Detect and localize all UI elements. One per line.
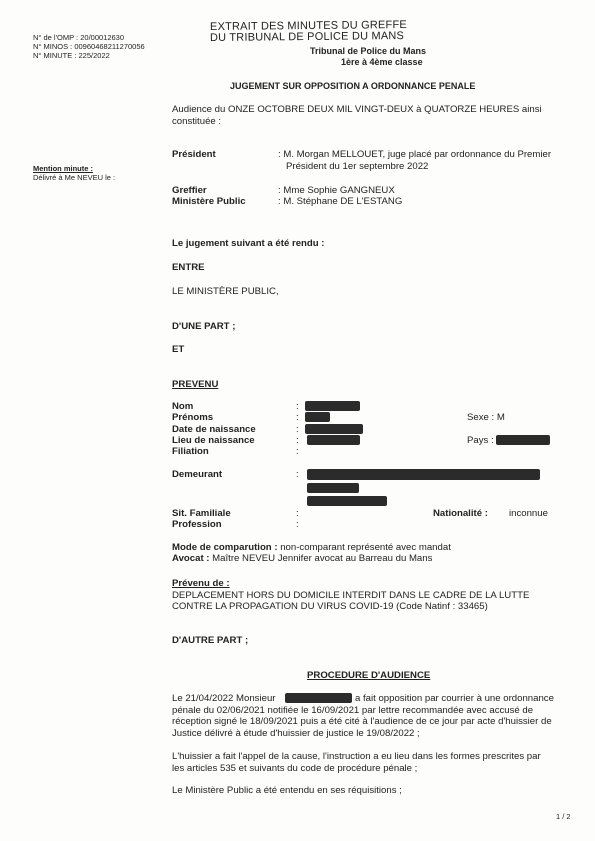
- pays-label: Pays :: [467, 435, 494, 446]
- entre-label: ENTRE: [172, 262, 205, 273]
- document-title: JUGEMENT SUR OPPOSITION A ORDONNANCE PENALE: [230, 81, 476, 91]
- colon: :: [296, 446, 299, 457]
- filiation-label: Filiation: [172, 446, 209, 457]
- procedure-p1-rest: a fait opposition par courrier à une ordonnance: [355, 693, 554, 704]
- lieu-naissance-label: Lieu de naissance: [172, 435, 255, 446]
- redacted-pays: [496, 435, 550, 445]
- president-value: : M. Morgan MELLOUET, juge placé par ordonnance du Premier: [278, 149, 552, 160]
- procedure-title: PROCEDURE D'AUDIENCE: [307, 670, 431, 681]
- prevenu-de-label: Prévenu de :: [172, 578, 230, 589]
- nationalite-value: inconnue: [509, 508, 548, 519]
- redacted-lieu-naissance: [307, 435, 360, 445]
- mode-comparution-label: Mode de comparution :: [172, 542, 278, 553]
- procedure-p1-line3: réception signé le 18/09/2021 puis a été cité à l'audience de ce jour par acte d'huissier de: [172, 716, 552, 727]
- minos-number: N° MINOS : 00960468211270056: [33, 42, 145, 51]
- prevenu-title: PREVENU: [172, 379, 219, 390]
- procedure-p1-line4: Justice délivré à étude d'huissier de justice le 19/08/2022 ;: [172, 728, 420, 739]
- court-class: 1ère à 4ème classe: [341, 57, 423, 67]
- ministere-public-party: LE MINISTÈRE PUBLIC,: [172, 286, 279, 297]
- ministere-label: Ministère Public: [172, 196, 246, 207]
- mode-comparution: [172, 542, 451, 553]
- procedure-p1-line2: pénale du 02/06/2021 notifiée le 16/09/2021 par lettre recommandée avec accusé de: [172, 705, 534, 716]
- court-name: Tribunal de Police du Mans: [310, 46, 427, 56]
- et-label: ET: [172, 344, 185, 355]
- redacted-adresse-1: [307, 469, 540, 480]
- sexe-field: Sexe : M: [467, 412, 505, 423]
- president-label: Président: [172, 149, 216, 160]
- colon: :: [296, 469, 299, 480]
- avocat-label: Avocat :: [172, 553, 210, 564]
- redacted-prenoms: [305, 412, 330, 422]
- colon: :: [296, 435, 299, 446]
- omp-number: N° de l'OMP : 20/00012630: [33, 33, 125, 42]
- redacted-adresse-2: [307, 483, 359, 493]
- minute-number: N° MINUTE : 225/2022: [33, 51, 110, 60]
- page-number: 1 / 2: [556, 812, 571, 821]
- date-naissance-label: Date de naissance: [172, 424, 256, 435]
- procedure-p3: Le Ministère Public a été entendu en ses réquisitions ;: [172, 785, 402, 796]
- president-value-2: Président du 1er septembre 2022: [286, 161, 429, 172]
- prenoms-label: Prénoms: [172, 412, 214, 423]
- une-part: D'UNE PART ;: [172, 321, 236, 332]
- prevention-line1: DEPLACEMENT HORS DU DOMICILE INTERDIT DANS LE CADRE DE LA LUTTE: [172, 590, 530, 601]
- redacted-date-naissance: [305, 424, 363, 434]
- colon: :: [296, 424, 299, 435]
- audience-line2: constituée :: [172, 116, 222, 127]
- colon: :: [296, 401, 299, 412]
- colon: :: [296, 508, 299, 519]
- mention-text: Délivré à Me NEVEU le :: [33, 173, 116, 182]
- ministere-value: : M. Stéphane DE L'ESTANG: [278, 196, 403, 207]
- demeurant-label: Demeurant: [172, 469, 223, 480]
- redacted-adresse-3: [307, 496, 387, 506]
- avocat: [172, 553, 432, 564]
- header-tribunal: DU TRIBUNAL DE POLICE DU MANS: [209, 29, 405, 45]
- procedure-p2-line2: les articles 535 et suivants du code de procédure pénale ;: [172, 763, 418, 774]
- mode-comparution-value: non-comparant représenté avec mandat: [280, 542, 451, 553]
- sit-familiale-label: Sit. Familiale: [172, 508, 231, 519]
- header-extrait: EXTRAIT DES MINUTES DU GREFFE: [209, 18, 407, 34]
- colon: :: [296, 412, 299, 423]
- procedure-p1-start: Le 21/04/2022 Monsieur: [172, 693, 276, 704]
- mention-label: Mention minute :: [33, 164, 93, 173]
- colon: :: [296, 519, 299, 530]
- redacted-monsieur: [285, 693, 352, 703]
- procedure-p2-line1: L'huissier a fait l'appel de la cause, l'instruction a eu lieu dans les formes prescrites par: [172, 751, 541, 762]
- autre-part: D'AUTRE PART ;: [172, 635, 249, 646]
- avocat-value: Maître NEVEU Jennifer avocat au Barreau du Mans: [212, 553, 433, 564]
- jugement-rendu: Le jugement suivant a été rendu :: [172, 238, 325, 249]
- nationalite-label: Nationalité :: [433, 508, 488, 519]
- nom-label: Nom: [172, 401, 194, 412]
- redacted-nom: [305, 401, 360, 411]
- greffier-value: : Mme Sophie GANGNEUX: [278, 185, 395, 196]
- profession-label: Profession: [172, 519, 222, 530]
- prevention-line2: CONTRE LA PROPAGATION DU VIRUS COVID-19 (Code Natinf : 33465): [172, 601, 488, 612]
- greffier-label: Greffier: [172, 185, 207, 196]
- audience-line1: Audience du ONZE OCTOBRE DEUX MIL VINGT-DEUX à QUATORZE HEURES ainsi: [172, 104, 542, 115]
